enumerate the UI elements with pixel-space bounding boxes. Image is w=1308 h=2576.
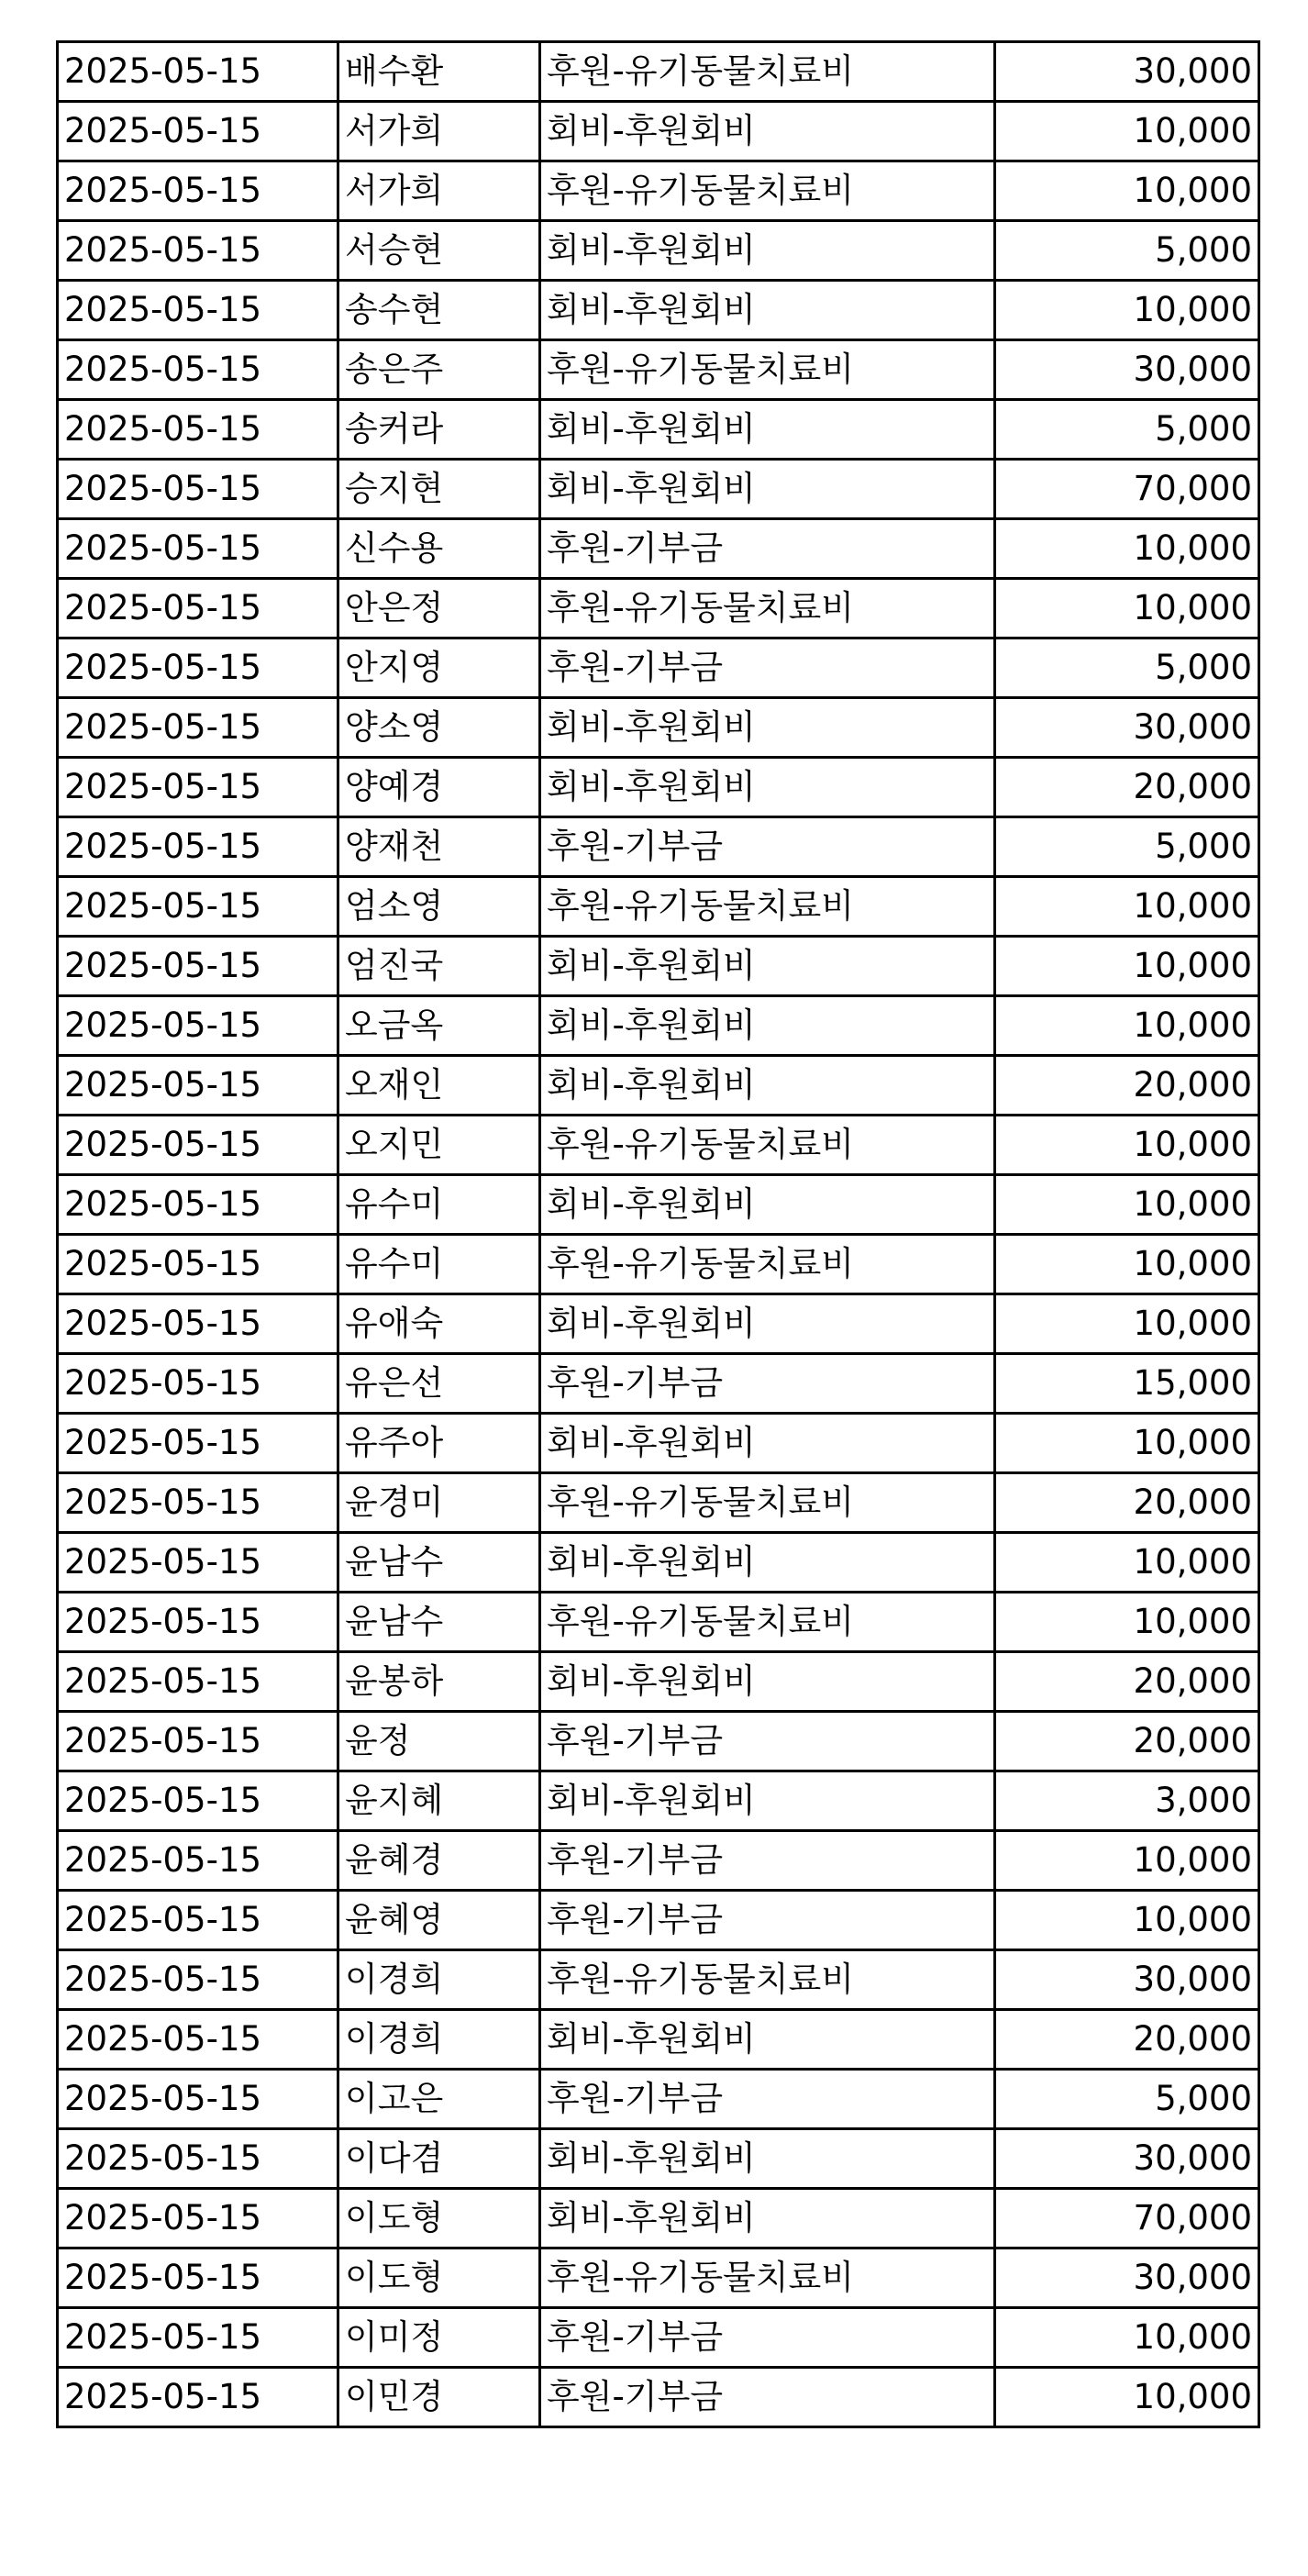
date-cell: 2025-05-15 [58, 2070, 338, 2129]
amount-cell: 10,000 [995, 1414, 1259, 1473]
donation-ledger-table [56, 40, 1260, 2428]
amount-cell: 10,000 [995, 1891, 1259, 1950]
donor-name-cell: 송커라 [338, 400, 540, 460]
table-row [58, 758, 1259, 817]
category-cell: 후원-유기동물치료비 [540, 340, 995, 400]
donor-name-cell: 윤혜영 [338, 1891, 540, 1950]
donor-name-cell: 이고은 [338, 2070, 540, 2129]
date-cell: 2025-05-15 [58, 1950, 338, 2010]
table-row [58, 1294, 1259, 1354]
table-row [58, 638, 1259, 698]
category-cell: 회비-후원회비 [540, 281, 995, 340]
donor-name-cell: 엄진국 [338, 937, 540, 996]
category-cell: 후원-기부금 [540, 1831, 995, 1891]
donor-name-cell: 이도형 [338, 2248, 540, 2308]
category-cell: 회비-후원회비 [540, 937, 995, 996]
date-cell: 2025-05-15 [58, 161, 338, 221]
amount-cell: 30,000 [995, 698, 1259, 758]
date-cell: 2025-05-15 [58, 1652, 338, 1712]
amount-cell: 10,000 [995, 2308, 1259, 2368]
table-row [58, 1771, 1259, 1831]
table-row [58, 1175, 1259, 1235]
amount-cell: 30,000 [995, 1950, 1259, 2010]
date-cell: 2025-05-15 [58, 1116, 338, 1175]
donor-name-cell: 이미정 [338, 2308, 540, 2368]
date-cell: 2025-05-15 [58, 1593, 338, 1652]
date-cell: 2025-05-15 [58, 2010, 338, 2070]
date-cell: 2025-05-15 [58, 1294, 338, 1354]
category-cell: 회비-후원회비 [540, 221, 995, 281]
amount-cell: 15,000 [995, 1354, 1259, 1414]
donor-name-cell: 서가희 [338, 161, 540, 221]
category-cell: 후원-유기동물치료비 [540, 1116, 995, 1175]
table-row [58, 2129, 1259, 2189]
category-cell: 회비-후원회비 [540, 2129, 995, 2189]
date-cell: 2025-05-15 [58, 1771, 338, 1831]
table-row [58, 1354, 1259, 1414]
date-cell: 2025-05-15 [58, 996, 338, 1056]
category-cell: 회비-후원회비 [540, 2189, 995, 2248]
date-cell: 2025-05-15 [58, 1354, 338, 1414]
date-cell: 2025-05-15 [58, 1712, 338, 1771]
category-cell: 후원-기부금 [540, 1354, 995, 1414]
donor-name-cell: 송수현 [338, 281, 540, 340]
table-row [58, 1891, 1259, 1950]
amount-cell: 5,000 [995, 638, 1259, 698]
category-cell: 후원-기부금 [540, 817, 995, 877]
category-cell: 후원-유기동물치료비 [540, 1593, 995, 1652]
table-row [58, 42, 1259, 102]
donor-name-cell: 유은선 [338, 1354, 540, 1414]
amount-cell: 20,000 [995, 1652, 1259, 1712]
category-cell: 회비-후원회비 [540, 698, 995, 758]
amount-cell: 10,000 [995, 102, 1259, 161]
donor-name-cell: 오지민 [338, 1116, 540, 1175]
date-cell: 2025-05-15 [58, 1831, 338, 1891]
amount-cell: 10,000 [995, 1831, 1259, 1891]
date-cell: 2025-05-15 [58, 2308, 338, 2368]
donor-name-cell: 오금옥 [338, 996, 540, 1056]
category-cell: 후원-기부금 [540, 1712, 995, 1771]
amount-cell: 10,000 [995, 996, 1259, 1056]
amount-cell: 5,000 [995, 817, 1259, 877]
donor-name-cell: 송은주 [338, 340, 540, 400]
donor-name-cell: 이경희 [338, 2010, 540, 2070]
donor-name-cell: 오재인 [338, 1056, 540, 1116]
category-cell: 회비-후원회비 [540, 758, 995, 817]
date-cell: 2025-05-15 [58, 579, 338, 638]
table-row [58, 937, 1259, 996]
date-cell: 2025-05-15 [58, 877, 338, 937]
amount-cell: 20,000 [995, 1473, 1259, 1533]
table-row [58, 1473, 1259, 1533]
date-cell: 2025-05-15 [58, 817, 338, 877]
category-cell: 회비-후원회비 [540, 1175, 995, 1235]
category-cell: 후원-유기동물치료비 [540, 1235, 995, 1294]
amount-cell: 10,000 [995, 1116, 1259, 1175]
table-row [58, 817, 1259, 877]
date-cell: 2025-05-15 [58, 1414, 338, 1473]
amount-cell: 20,000 [995, 2010, 1259, 2070]
category-cell: 후원-기부금 [540, 2368, 995, 2427]
table-row [58, 1116, 1259, 1175]
donor-name-cell: 양소영 [338, 698, 540, 758]
category-cell: 후원-기부금 [540, 2070, 995, 2129]
date-cell: 2025-05-15 [58, 1533, 338, 1593]
table-row [58, 400, 1259, 460]
date-cell: 2025-05-15 [58, 1056, 338, 1116]
date-cell: 2025-05-15 [58, 340, 338, 400]
category-cell: 후원-기부금 [540, 638, 995, 698]
table-row [58, 877, 1259, 937]
ledger-body [58, 42, 1259, 2427]
amount-cell: 10,000 [995, 1533, 1259, 1593]
donor-name-cell: 유애숙 [338, 1294, 540, 1354]
date-cell: 2025-05-15 [58, 460, 338, 519]
table-row [58, 1593, 1259, 1652]
table-row [58, 2248, 1259, 2308]
category-cell: 후원-기부금 [540, 519, 995, 579]
amount-cell: 5,000 [995, 2070, 1259, 2129]
table-row [58, 698, 1259, 758]
category-cell: 회비-후원회비 [540, 2010, 995, 2070]
category-cell: 회비-후원회비 [540, 1652, 995, 1712]
donor-name-cell: 윤지혜 [338, 1771, 540, 1831]
amount-cell: 10,000 [995, 519, 1259, 579]
amount-cell: 70,000 [995, 2189, 1259, 2248]
donor-name-cell: 엄소영 [338, 877, 540, 937]
date-cell: 2025-05-15 [58, 102, 338, 161]
date-cell: 2025-05-15 [58, 1175, 338, 1235]
amount-cell: 10,000 [995, 1593, 1259, 1652]
amount-cell: 10,000 [995, 2368, 1259, 2427]
date-cell: 2025-05-15 [58, 1891, 338, 1950]
category-cell: 회비-후원회비 [540, 460, 995, 519]
donor-name-cell: 이민경 [338, 2368, 540, 2427]
donor-name-cell: 승지현 [338, 460, 540, 519]
amount-cell: 10,000 [995, 1294, 1259, 1354]
category-cell: 후원-유기동물치료비 [540, 2248, 995, 2308]
amount-cell: 10,000 [995, 579, 1259, 638]
donor-name-cell: 서가희 [338, 102, 540, 161]
table-row [58, 519, 1259, 579]
amount-cell: 20,000 [995, 1712, 1259, 1771]
donor-name-cell: 이경희 [338, 1950, 540, 2010]
table-row [58, 1414, 1259, 1473]
date-cell: 2025-05-15 [58, 1235, 338, 1294]
amount-cell: 70,000 [995, 460, 1259, 519]
donor-name-cell: 윤혜경 [338, 1831, 540, 1891]
table-row [58, 2070, 1259, 2129]
table-row [58, 2368, 1259, 2427]
table-row [58, 2189, 1259, 2248]
category-cell: 회비-후원회비 [540, 1414, 995, 1473]
date-cell: 2025-05-15 [58, 400, 338, 460]
amount-cell: 5,000 [995, 400, 1259, 460]
donor-name-cell: 윤정 [338, 1712, 540, 1771]
table-row [58, 1712, 1259, 1771]
amount-cell: 10,000 [995, 161, 1259, 221]
donor-name-cell: 안은정 [338, 579, 540, 638]
table-row [58, 102, 1259, 161]
donor-name-cell: 이다겸 [338, 2129, 540, 2189]
category-cell: 후원-유기동물치료비 [540, 1473, 995, 1533]
table-row [58, 2308, 1259, 2368]
category-cell: 후원-기부금 [540, 1891, 995, 1950]
donor-name-cell: 윤봉하 [338, 1652, 540, 1712]
amount-cell: 5,000 [995, 221, 1259, 281]
category-cell: 후원-유기동물치료비 [540, 1950, 995, 2010]
category-cell: 회비-후원회비 [540, 1771, 995, 1831]
table-row [58, 1056, 1259, 1116]
table-row [58, 2010, 1259, 2070]
date-cell: 2025-05-15 [58, 758, 338, 817]
donor-name-cell: 유수미 [338, 1175, 540, 1235]
donor-name-cell: 배수환 [338, 42, 540, 102]
donor-name-cell: 신수용 [338, 519, 540, 579]
date-cell: 2025-05-15 [58, 638, 338, 698]
table-row [58, 1950, 1259, 2010]
category-cell: 회비-후원회비 [540, 996, 995, 1056]
amount-cell: 30,000 [995, 2248, 1259, 2308]
date-cell: 2025-05-15 [58, 2129, 338, 2189]
date-cell: 2025-05-15 [58, 2368, 338, 2427]
date-cell: 2025-05-15 [58, 519, 338, 579]
table-row [58, 996, 1259, 1056]
amount-cell: 10,000 [995, 1175, 1259, 1235]
category-cell: 회비-후원회비 [540, 1294, 995, 1354]
category-cell: 후원-유기동물치료비 [540, 877, 995, 937]
donor-name-cell: 윤남수 [338, 1533, 540, 1593]
date-cell: 2025-05-15 [58, 281, 338, 340]
donor-name-cell: 유주아 [338, 1414, 540, 1473]
category-cell: 후원-유기동물치료비 [540, 42, 995, 102]
date-cell: 2025-05-15 [58, 42, 338, 102]
table-row [58, 579, 1259, 638]
amount-cell: 10,000 [995, 1235, 1259, 1294]
amount-cell: 20,000 [995, 1056, 1259, 1116]
category-cell: 회비-후원회비 [540, 1056, 995, 1116]
table-row [58, 161, 1259, 221]
table-row [58, 1652, 1259, 1712]
donor-name-cell: 유수미 [338, 1235, 540, 1294]
amount-cell: 30,000 [995, 42, 1259, 102]
category-cell: 회비-후원회비 [540, 400, 995, 460]
category-cell: 회비-후원회비 [540, 1533, 995, 1593]
table-row [58, 1831, 1259, 1891]
amount-cell: 30,000 [995, 2129, 1259, 2189]
date-cell: 2025-05-15 [58, 698, 338, 758]
date-cell: 2025-05-15 [58, 2189, 338, 2248]
table-row [58, 1533, 1259, 1593]
date-cell: 2025-05-15 [58, 937, 338, 996]
donor-name-cell: 윤남수 [338, 1593, 540, 1652]
table-row [58, 281, 1259, 340]
amount-cell: 10,000 [995, 937, 1259, 996]
table-row [58, 221, 1259, 281]
donor-name-cell: 이도형 [338, 2189, 540, 2248]
category-cell: 후원-기부금 [540, 2308, 995, 2368]
table-row [58, 1235, 1259, 1294]
date-cell: 2025-05-15 [58, 1473, 338, 1533]
category-cell: 후원-유기동물치료비 [540, 579, 995, 638]
category-cell: 회비-후원회비 [540, 102, 995, 161]
amount-cell: 3,000 [995, 1771, 1259, 1831]
table-row [58, 340, 1259, 400]
amount-cell: 30,000 [995, 340, 1259, 400]
donor-name-cell: 윤경미 [338, 1473, 540, 1533]
date-cell: 2025-05-15 [58, 2248, 338, 2308]
amount-cell: 20,000 [995, 758, 1259, 817]
donor-name-cell: 안지영 [338, 638, 540, 698]
amount-cell: 10,000 [995, 877, 1259, 937]
category-cell: 후원-유기동물치료비 [540, 161, 995, 221]
amount-cell: 10,000 [995, 281, 1259, 340]
donor-name-cell: 서승현 [338, 221, 540, 281]
donor-name-cell: 양재천 [338, 817, 540, 877]
date-cell: 2025-05-15 [58, 221, 338, 281]
table-row [58, 460, 1259, 519]
donor-name-cell: 양예경 [338, 758, 540, 817]
